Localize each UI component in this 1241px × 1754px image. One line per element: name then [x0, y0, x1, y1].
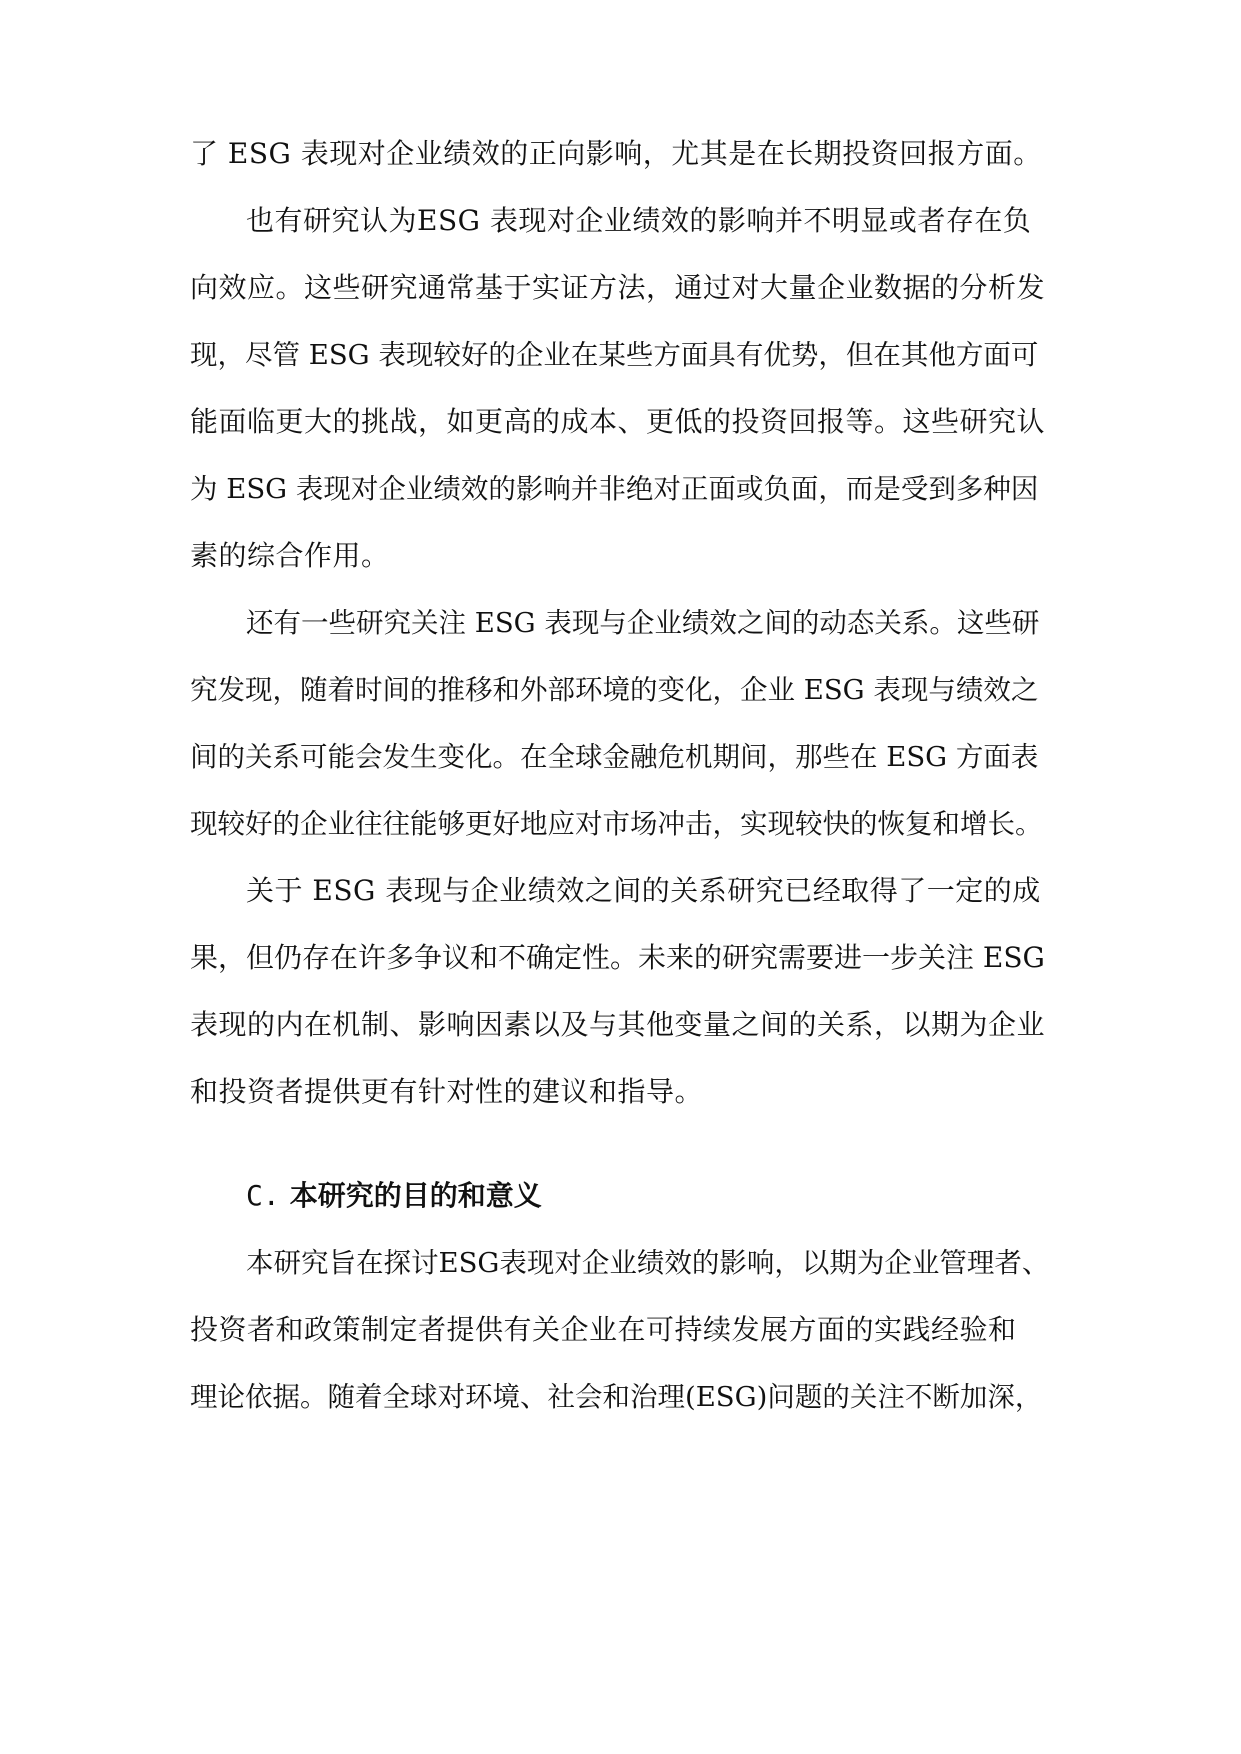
paragraph-line: 投资者和政策制定者提供有关企业在可持续发展方面的实践经验和: [190, 1313, 1017, 1346]
paragraph-line: 也有研究认为ESG 表现对企业绩效的影响并不明显或者存在负: [246, 204, 1032, 237]
paragraph-line: 理论依据。随着全球对环境、社会和治理(ESG)问题的关注不断加深，: [190, 1381, 1043, 1413]
paragraph-line: 为 ESG 表现对企业绩效的影响并非绝对正面或负面，而是受到多种因: [190, 473, 1039, 505]
paragraph-line: 究发现，随着时间的推移和外部环境的变化，企业 ESG 表现与绩效之: [190, 674, 1039, 706]
paragraph-line: 表现的内在机制、影响因素以及与其他变量之间的关系，以期为企业: [190, 1008, 1046, 1041]
paragraph-line: 能面临更大的挑战，如更高的成本、更低的投资回报等。这些研究认: [190, 405, 1046, 438]
section-title: 本研究的目的和意义: [289, 1179, 542, 1212]
paragraph-line: 和投资者提供更有针对性的建议和指导。: [190, 1075, 704, 1108]
paragraph-line: 素的综合作用。: [190, 539, 390, 572]
paragraph-line: 向效应。这些研究通常基于实证方法，通过对大量企业数据的分析发: [190, 271, 1046, 304]
paragraph-line: 关于 ESG 表现与企业绩效之间的关系研究已经取得了一定的成: [246, 874, 1041, 907]
section-number: C.: [246, 1179, 280, 1212]
paragraph-line: 本研究旨在探讨ESG表现对企业绩效的影响，以期为企业管理者、: [246, 1247, 1050, 1279]
paragraph-line: 果，但仍存在许多争议和不确定性。未来的研究需要进一步关注 ESG: [190, 941, 1045, 974]
paragraph-line: 还有一些研究关注 ESG 表现与企业绩效之间的动态关系。这些研: [246, 607, 1040, 639]
paragraph-line: 了 ESG 表现对企业绩效的正向影响，尤其是在长期投资回报方面。: [190, 137, 1042, 170]
paragraph-line: 现，尽管 ESG 表现较好的企业在某些方面具有优势，但在其他方面可: [190, 339, 1039, 371]
paragraph-line: 间的关系可能会发生变化。在全球金融危机期间，那些在 ESG 方面表: [190, 741, 1039, 773]
section-heading: [246, 1176, 542, 1216]
paragraph-line: 现较好的企业往往能够更好地应对市场冲击，实现较快的恢复和增长。: [190, 808, 1043, 840]
